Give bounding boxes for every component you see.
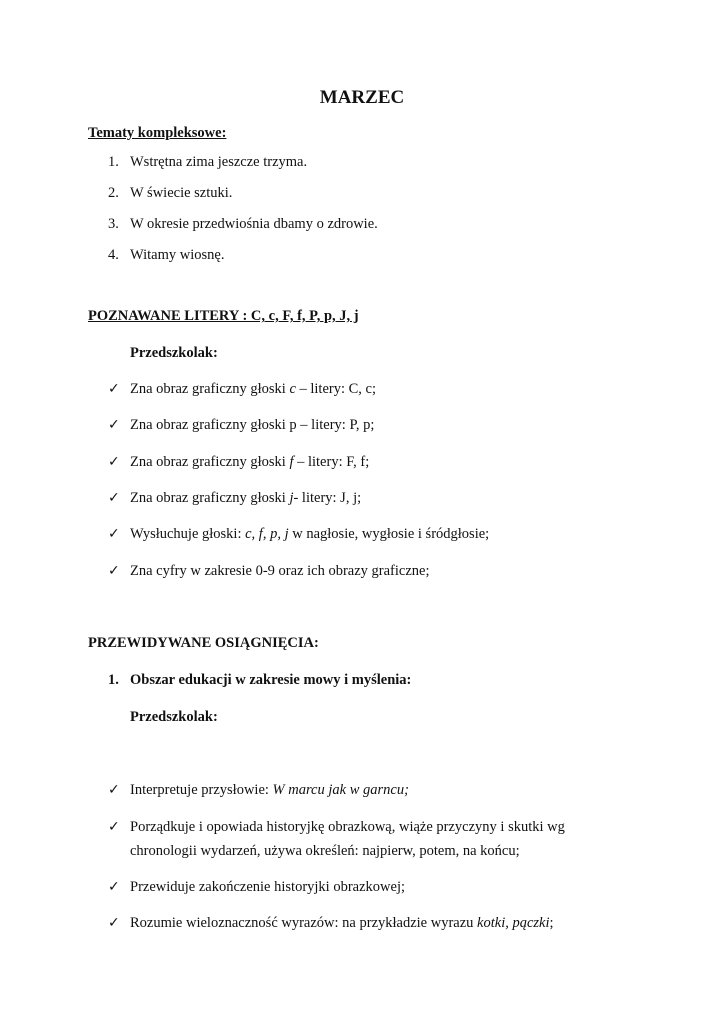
letter-goal-item: Zna obraz graficzny głoski f – litery: F, f; bbox=[130, 454, 370, 470]
check-icon: ✓ bbox=[108, 454, 120, 470]
letter-goal-item: Zna cyfry w zakresie 0-9 oraz ich obrazy graficzne; bbox=[130, 563, 430, 579]
check-icon: ✓ bbox=[108, 879, 120, 895]
achievements-subheading: Przedszkolak: bbox=[130, 709, 218, 725]
achievement-item: Rozumie wieloznaczność wyrazów: na przykładzie wyrazu kotki, pączki; bbox=[130, 915, 554, 931]
letter-goal-item: Zna obraz graficzny głoski c – litery: C, c; bbox=[130, 381, 377, 397]
check-icon: ✓ bbox=[108, 819, 120, 835]
letters-subheading: Przedszkolak: bbox=[130, 345, 218, 361]
check-icon: ✓ bbox=[108, 782, 120, 798]
area-number: 1. bbox=[108, 672, 119, 688]
topic-number: 1. bbox=[108, 154, 119, 170]
achievement-item: Przewiduje zakończenie historyjki obrazkowej; bbox=[130, 879, 405, 895]
check-icon: ✓ bbox=[108, 417, 120, 433]
topic-item: W świecie sztuki. bbox=[130, 185, 233, 201]
page-title: MARZEC bbox=[319, 87, 405, 108]
check-icon: ✓ bbox=[108, 915, 120, 931]
topic-number: 4. bbox=[108, 247, 119, 263]
check-icon: ✓ bbox=[108, 381, 120, 397]
achievement-item-continuation: chronologii wydarzeń, używa określeń: najpierw, potem, na końcu; bbox=[130, 843, 520, 859]
letter-goal-item: Zna obraz graficzny głoski p – litery: P, p; bbox=[130, 417, 375, 433]
area-title: Obszar edukacji w zakresie mowy i myślenia: bbox=[130, 672, 412, 688]
topic-number: 3. bbox=[108, 216, 119, 232]
achievement-item: Interpretuje przysłowie: W marcu jak w garncu; bbox=[130, 782, 409, 798]
check-icon: ✓ bbox=[108, 563, 120, 579]
letters-heading: POZNAWANE LITERY : C, c, F, f, P, p, J, j bbox=[88, 308, 359, 324]
letter-goal-item: Zna obraz graficzny głoski j- litery: J, j; bbox=[130, 490, 362, 506]
letter-goal-item: Wysłuchuje głoski: c, f, p, j w nagłosie, wygłosie i śródgłosie; bbox=[130, 526, 490, 542]
topic-item: Witamy wiosnę. bbox=[130, 247, 225, 263]
achievements-heading: PRZEWIDYWANE OSIĄGNIĘCIA: bbox=[88, 635, 319, 651]
topic-item: Wstrętna zima jeszcze trzyma. bbox=[130, 154, 308, 170]
complex-topics-heading: Tematy kompleksowe: bbox=[88, 125, 227, 141]
topic-number: 2. bbox=[108, 185, 119, 201]
check-icon: ✓ bbox=[108, 490, 120, 506]
achievement-item: Porządkuje i opowiada historyjkę obrazkową, wiąże przyczyny i skutki wg bbox=[130, 819, 565, 835]
check-icon: ✓ bbox=[108, 526, 120, 542]
topic-item: W okresie przedwiośnia dbamy o zdrowie. bbox=[130, 216, 378, 232]
